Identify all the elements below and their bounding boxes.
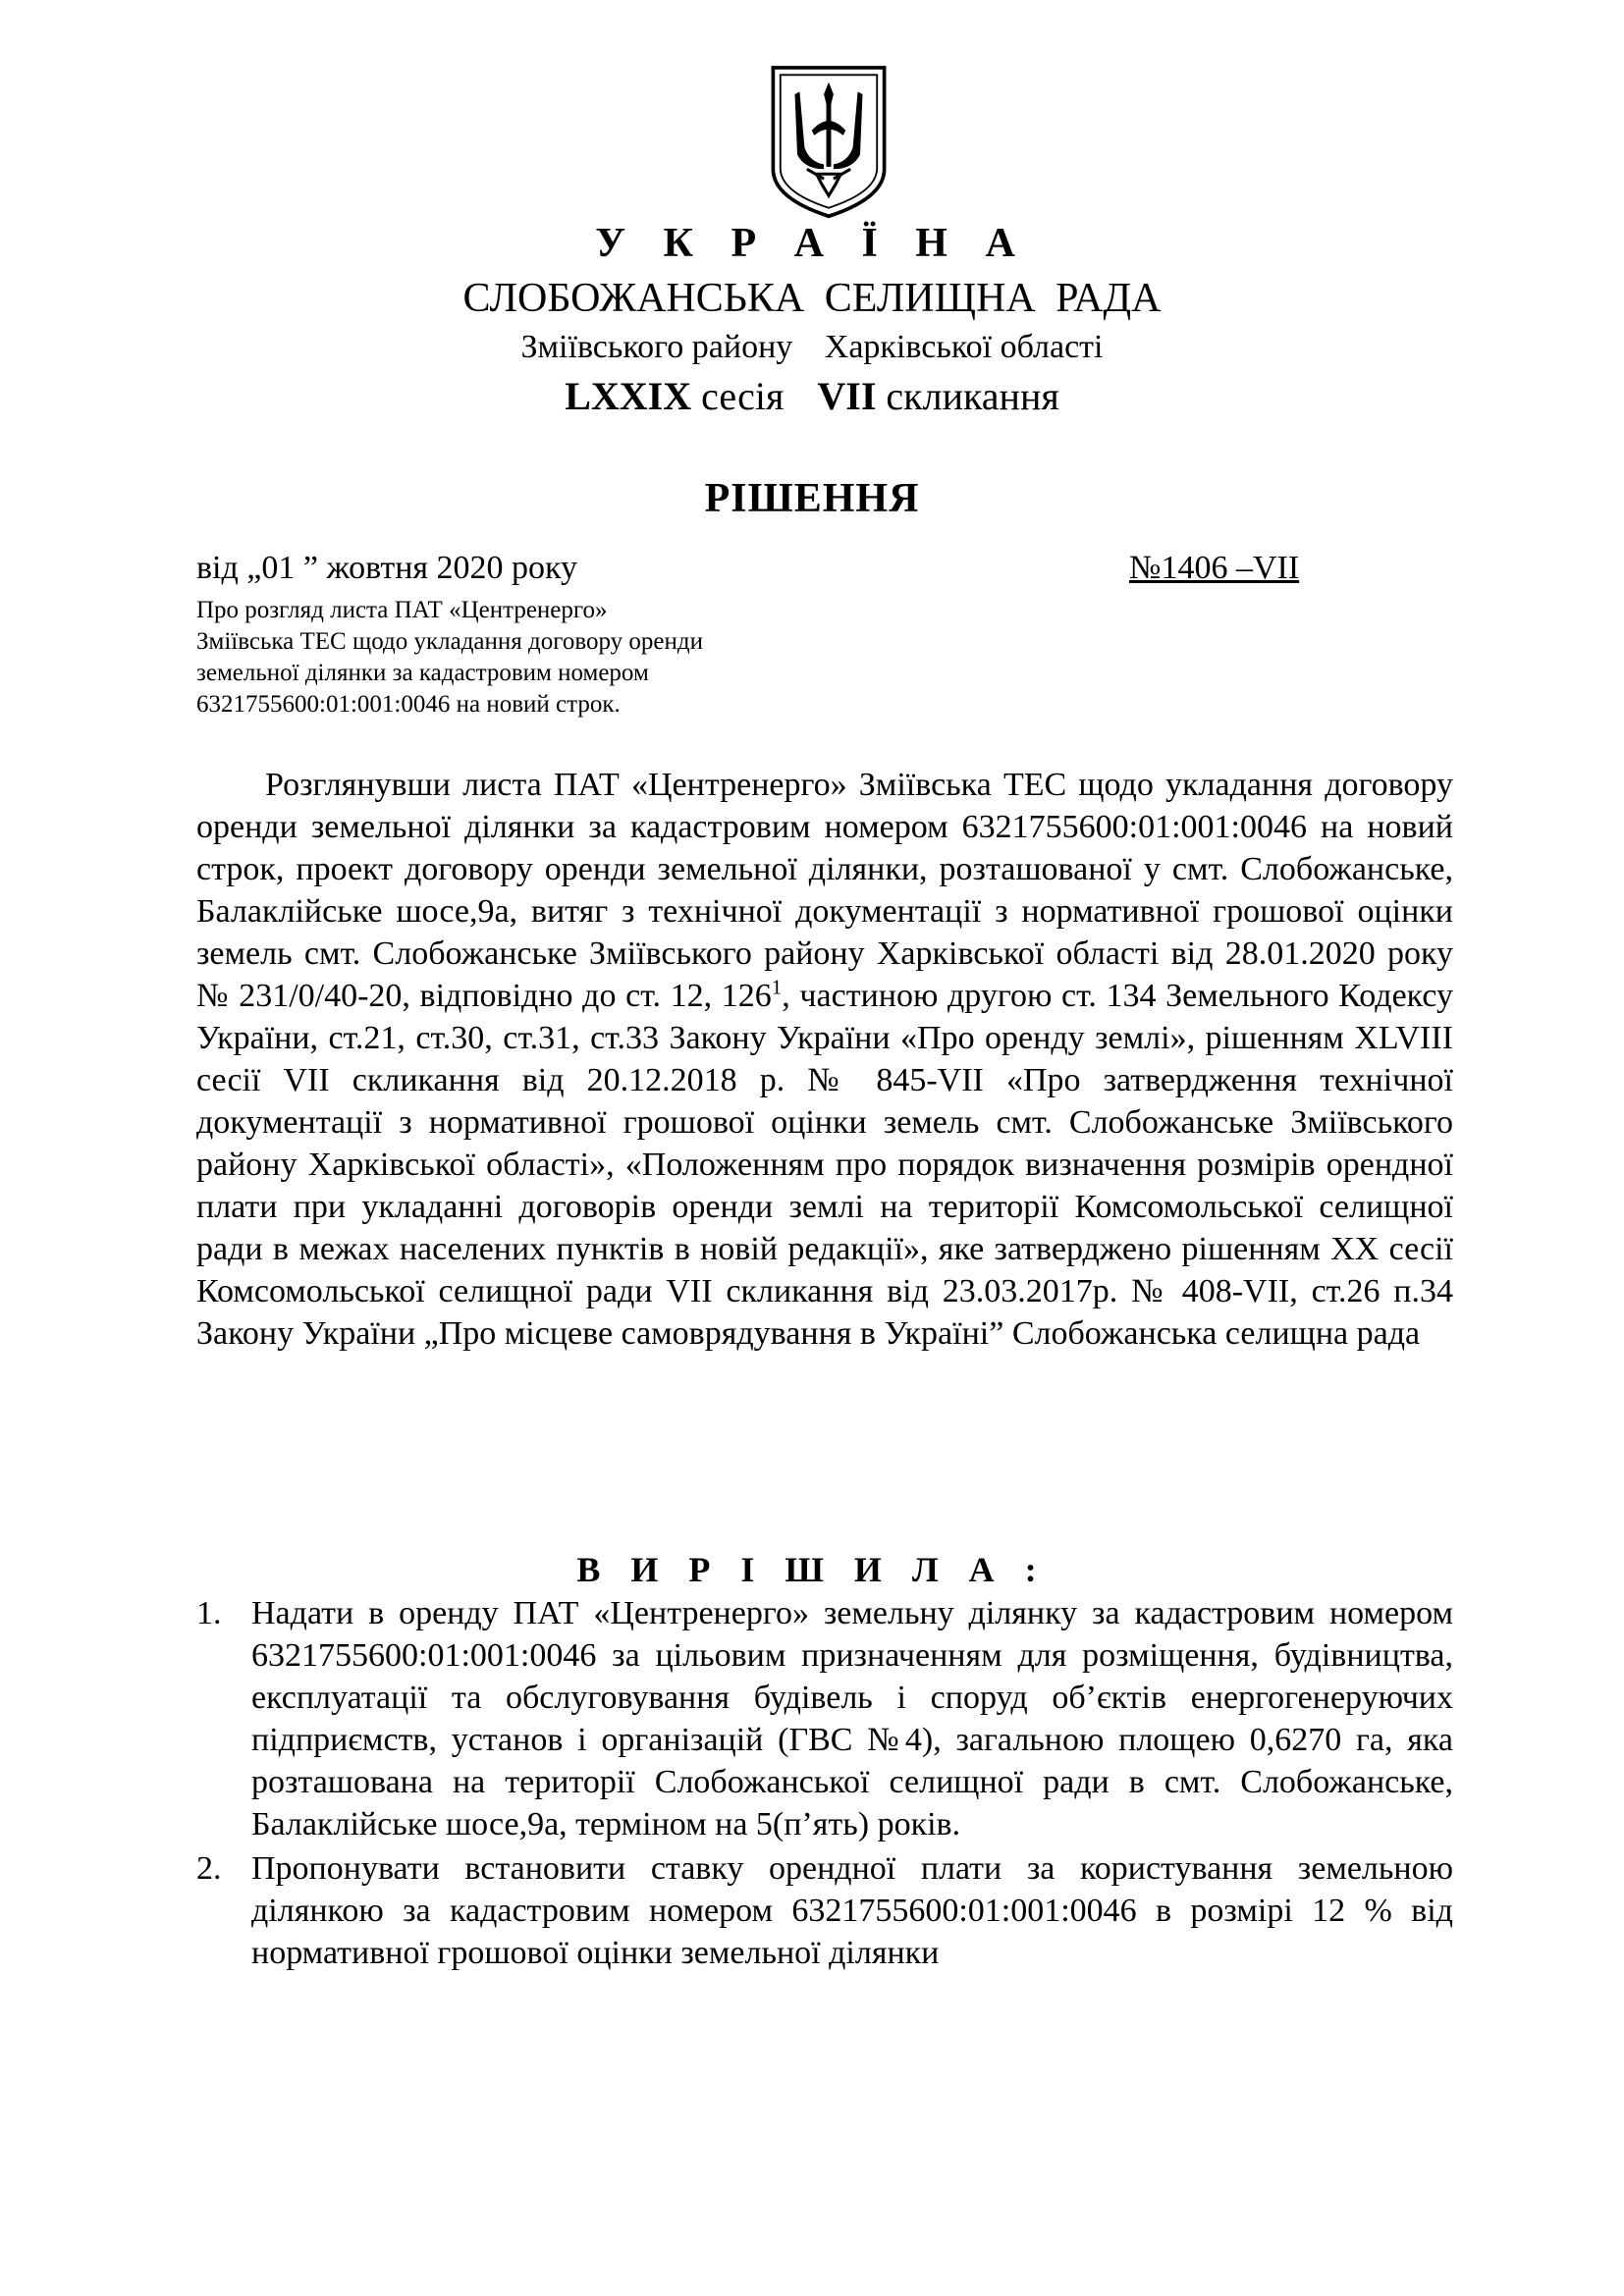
subject-line: земельної ділянки за кадастровим номером [196,660,649,686]
convocation-label: скликання [886,374,1059,418]
article-superscript: 1 [771,975,783,999]
council-name: СЛОБОЖАНСЬКА СЕЛИЩНА РАДА [462,276,1162,321]
subject-line: Зміївська ТЕС щодо укладання договору оренди [196,628,703,655]
list-item-text: Надати в оренду ПАТ «Центренерго» земельну ділянку за кадастровим номером 6321755600:01:001:0046 за цільовим призначенням для розміщення, будівництва, експлуатації та обслуговування будівель і споруд об’єктів енергогенеруючих підприємств, установ і організацій (ГВС №4), загальною площею 0,6270 га, яка розташована на території Слобожанської селищної ради в смт. Слобожанське, Балаклійське шосе,9а, терміном на 5(п’ять) років. [251,1595,1453,1842]
preamble-text: Розглянувши листа ПАТ «Центренерго» Зміївська ТЕС щодо укладання договору оренди земельної ділянки за кадастровим номером 6321755600:01:001:0046 на новий строк, проект договору оренди земельної ділянки, розташованої у смт. Слобожанське, Балаклійське шосе,9а, витяг з технічної документації з нормативної грошової оцінки земель смт. Слобожанське Зміївського району Харківської області від 28.01.2020 року № 231/0/40-20, відповідно до ст. 12, 126 [196,767,1453,1014]
trident-coat-of-arms-icon [768,63,890,220]
convocation-number: VII [817,374,877,418]
district-name: Зміївського району [520,329,793,365]
session-line [0,373,1624,419]
list-item [196,1847,1453,1974]
decision-list [196,1592,1453,1974]
session-label: сесія [701,374,785,418]
subject-line: Про розгляд листа ПАТ «Центренерго» [196,597,608,623]
decision-date: від „01 ” жовтня 2020 року [196,550,578,586]
preamble-paragraph [196,764,1453,1355]
country-heading: У К Р А Ї Н А [595,221,1029,266]
document-title: РІШЕННЯ [704,476,920,521]
list-item-number: 2. [196,1850,222,1887]
subject-line: 6321755600:01:001:0046 на новий строк. [196,691,621,718]
preamble-text-continued: , частиною другою ст. 134 Земельного Кодексу України, ст.21, ст.30, ст.31, ст.33 Закону України «Про оренду землі», рішенням XLVIII сесії VII скликання від 20.12.2018 р. № 845-VII «Про затвердження технічної документації з нормативної грошової оцінки земель смт. Слобожанське Зміївського району Харківської області», «Положенням про порядок визначення розмірів орендної плати при укладанні договорів оренди землі на території Комсомольської селищної ради в межах населених пунктів в новій редакції», яке затверджено рішенням XX сесії Комсомольської селищної ради VII скликання від 23.03.2017р. № 408-VII, ст.26 п.34 Закону України „Про місцеве самоврядування в Україні” Слобожанська селищна рада [196,978,1453,1352]
session-number: LXXIX [565,374,692,418]
region-name: Харківської області [824,329,1104,365]
decision-number: №1406 –VII [1129,550,1300,586]
decision-subject [196,595,903,721]
decided-heading: В И Р І Ш И Л А : [576,1550,1048,1589]
list-item-text: Пропонувати встановити ставку орендної плати за користування земельною ділянкою за кадастровим номером 6321755600:01:001:0046 в розмірі 12 % від нормативної грошової оцінки земельної ділянки [251,1850,1453,1971]
list-item-number: 1. [196,1595,222,1631]
list-item [196,1592,1453,1845]
district-line [0,329,1624,366]
